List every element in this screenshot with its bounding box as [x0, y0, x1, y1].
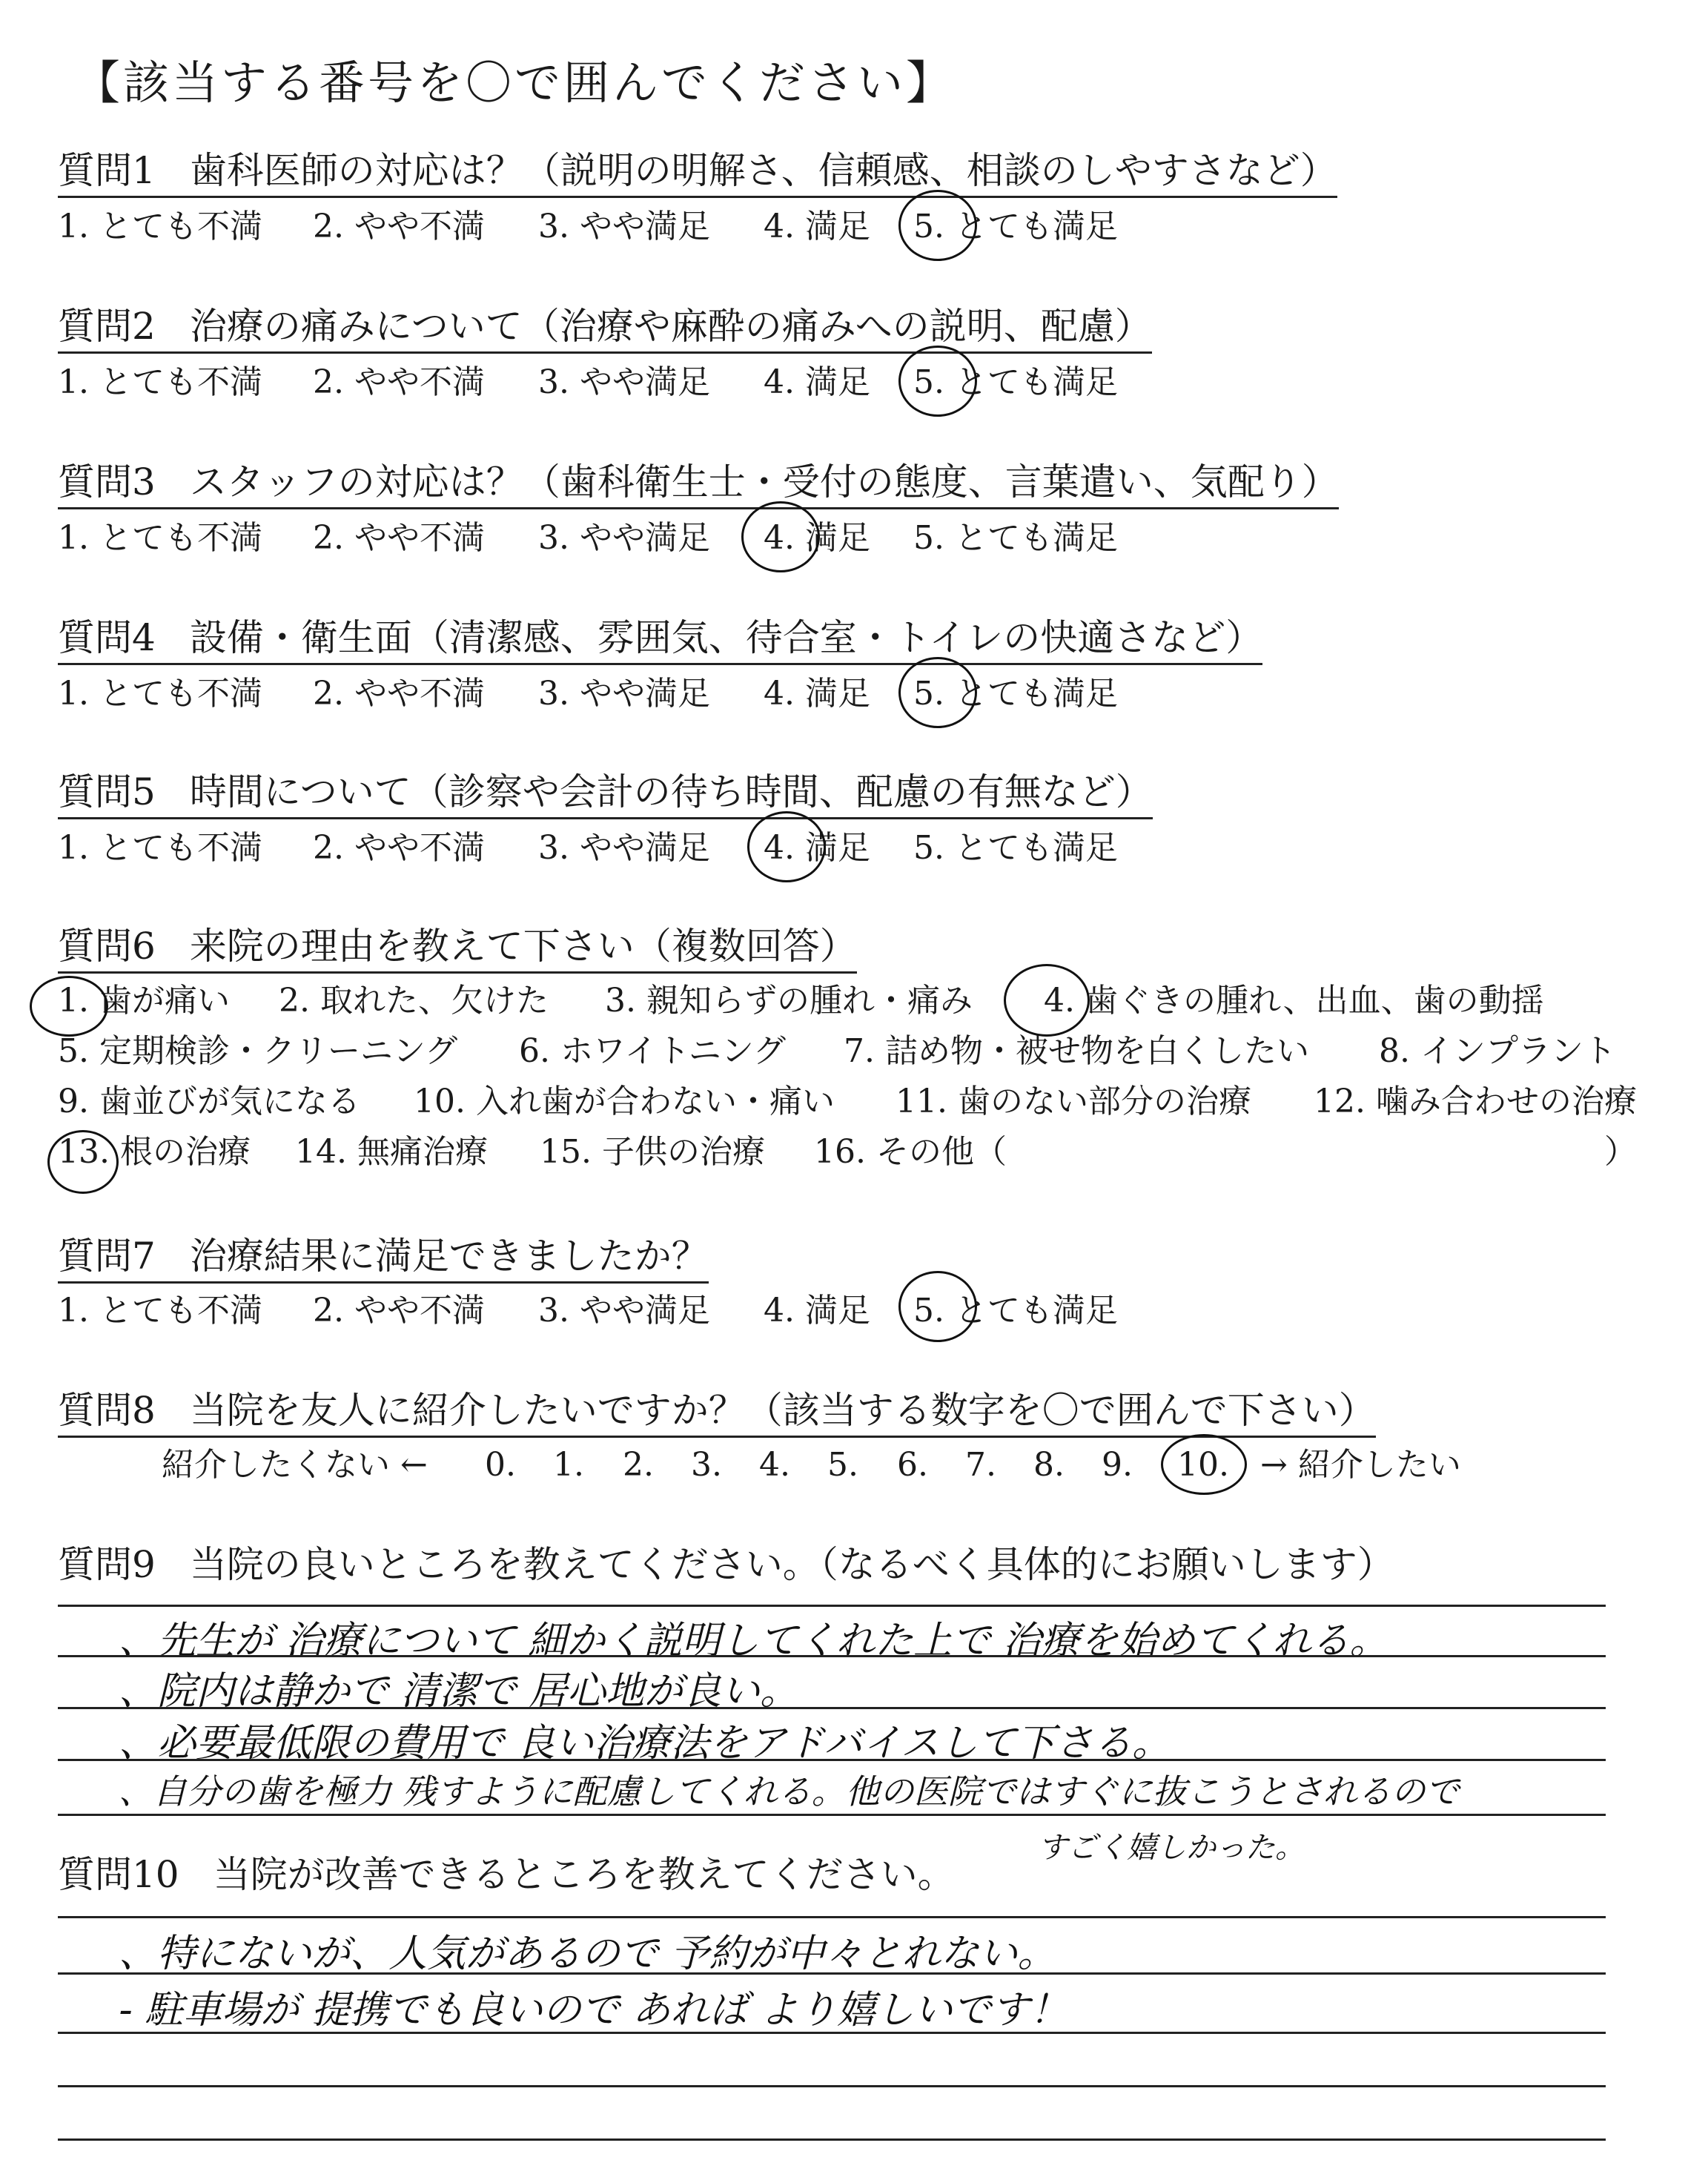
question-9-text: 当院の良いところを教えてください。（なるべく具体的にお願いします）	[189, 1543, 1394, 1586]
q2-option-5[interactable]: 5. とても満足	[913, 363, 1118, 401]
question-2-options	[58, 362, 1244, 406]
question-7-heading	[58, 1234, 709, 1284]
q5-option-3[interactable]: 3. やや満足	[538, 829, 710, 867]
q1-option-4[interactable]: 4. 満足	[764, 208, 870, 245]
answer-line	[58, 1655, 1606, 1657]
question-8-text: 当院を友人に紹介したいですか？（該当する数字を〇で囲んで下さい）	[189, 1389, 1376, 1432]
q9-answer-2: 、院内は静かで 清潔で 居心地が良い。	[119, 1669, 799, 1714]
answer-line	[58, 2085, 1606, 2087]
selection-circle-q1	[898, 190, 977, 261]
q4-option-3[interactable]: 3. やや満足	[538, 675, 710, 713]
q7-option-1[interactable]: 1. とても不満	[58, 1292, 262, 1330]
q3-option-5[interactable]: 5. とても満足	[913, 519, 1118, 557]
selection-circle-q4	[898, 657, 977, 728]
q6-option-10[interactable]: 10. 入れ歯が合わない・痛い	[414, 1083, 835, 1120]
question-1-number: 質問1	[58, 149, 156, 192]
question-6-options	[58, 980, 1674, 1195]
selection-circle-q5	[747, 811, 826, 882]
q8-score-4[interactable]: 4.	[759, 1446, 790, 1484]
q8-score-6[interactable]: 6.	[897, 1446, 928, 1484]
q6-option-9[interactable]: 9. 歯並びが気になる	[58, 1083, 360, 1120]
q8-score-9[interactable]: 9.	[1102, 1446, 1133, 1484]
q6-option-14[interactable]: 14. 無痛治療	[295, 1133, 488, 1171]
q4-option-5[interactable]: 5. とても満足	[913, 675, 1118, 713]
question-4-text: 設備・衛生面（清潔感、雰囲気、待合室・トイレの快適さなど）	[189, 616, 1263, 659]
q8-score-10[interactable]: 10.	[1177, 1446, 1229, 1484]
selection-circle-q6-13	[47, 1130, 119, 1194]
q6-option-8[interactable]: 8. インプラント	[1379, 1032, 1616, 1070]
q8-score-2[interactable]: 2.	[623, 1446, 654, 1484]
question-6-text: 来院の理由を教えて下さい（複数回答）	[189, 925, 857, 968]
question-1-heading	[58, 148, 1337, 198]
q8-score-1[interactable]: 1.	[553, 1446, 584, 1484]
q7-option-4[interactable]: 4. 満足	[764, 1292, 870, 1330]
selection-circle-q6-4	[1004, 964, 1090, 1037]
question-3-text: スタッフの対応は？（歯科衛生士・受付の態度、言葉遣い、気配り）	[189, 460, 1339, 503]
q6-option-3[interactable]: 3. 親知らずの腫れ・痛み	[605, 982, 973, 1020]
question-5-heading	[58, 770, 1153, 819]
q7-option-5[interactable]: 5. とても満足	[913, 1292, 1118, 1330]
question-8-number: 質問8	[58, 1389, 156, 1432]
question-2-text: 治療の痛みについて（治療や麻酔の痛みへの説明、配慮）	[189, 305, 1152, 348]
answer-line	[58, 1972, 1606, 1975]
q9-answer-1: 、先生が 治療について 細かく説明してくれた上で 治療を始めてくれる。	[119, 1619, 1388, 1663]
selection-circle-q3	[741, 501, 820, 572]
answer-line	[58, 1605, 1606, 1607]
question-4-heading	[58, 615, 1262, 665]
q3-option-3[interactable]: 3. やや満足	[538, 519, 710, 557]
q4-option-2[interactable]: 2. やや不満	[313, 675, 485, 713]
q3-option-4[interactable]: 4. 満足	[764, 519, 870, 557]
question-2-number: 質問2	[58, 305, 156, 348]
q6-option-11[interactable]: 11. 歯のない部分の治療	[896, 1083, 1251, 1120]
selection-circle-q2	[898, 346, 977, 417]
question-1-text: 歯科医師の対応は？（説明の明解さ、信頼感、相談のしやすさなど）	[189, 149, 1337, 192]
q1-option-5[interactable]: 5. とても満足	[913, 208, 1118, 245]
q2-option-4[interactable]: 4. 満足	[764, 363, 870, 401]
q4-option-4[interactable]: 4. 満足	[764, 675, 870, 713]
question-9-heading	[58, 1542, 1394, 1590]
selection-circle-q8	[1161, 1434, 1247, 1495]
question-5-options	[58, 828, 1244, 872]
selection-circle-q7	[898, 1271, 977, 1342]
question-3-options	[58, 518, 1244, 562]
q2-option-1[interactable]: 1. とても不満	[58, 363, 262, 401]
q8-score-0[interactable]: 0.	[485, 1446, 516, 1484]
question-5-text: 時間について（診察や会計の待ち時間、配慮の有無など）	[189, 770, 1153, 813]
q8-score-3[interactable]: 3.	[691, 1446, 722, 1484]
q7-option-3[interactable]: 3. やや満足	[538, 1292, 710, 1330]
q6-option-2[interactable]: 2. 取れた、欠けた	[279, 982, 549, 1020]
page-title: 【該当する番号を〇で囲んでください】	[74, 56, 956, 110]
answer-line	[58, 2138, 1606, 2141]
q5-option-4[interactable]: 4. 満足	[764, 829, 870, 867]
q8-left-label: 紹介したくない ←	[162, 1446, 428, 1484]
q6-option-5[interactable]: 5. 定期検診・クリーニング	[58, 1032, 458, 1070]
q5-option-2[interactable]: 2. やや不満	[313, 829, 485, 867]
answer-line	[58, 1759, 1606, 1761]
q5-option-5[interactable]: 5. とても満足	[913, 829, 1118, 867]
q3-option-2[interactable]: 2. やや不満	[313, 519, 485, 557]
question-1-options	[58, 206, 1244, 251]
answer-line	[58, 1916, 1606, 1918]
question-4-number: 質問4	[58, 616, 156, 659]
q8-score-7[interactable]: 7.	[965, 1446, 996, 1484]
q2-option-3[interactable]: 3. やや満足	[538, 363, 710, 401]
answer-line	[58, 2032, 1606, 2034]
answer-line	[58, 1707, 1606, 1709]
q6-option-1[interactable]: 1. 歯が痛い	[58, 982, 230, 1020]
q10-answer-2: - 駐車場が 提携でも良いので あれば より嬉しいです！	[119, 1988, 1068, 2032]
question-7-number: 質問7	[58, 1235, 156, 1278]
q6-other-close-paren: ）	[1604, 1133, 1637, 1171]
q6-option-15[interactable]: 15. 子供の治療	[540, 1133, 765, 1171]
question-10-number: 質問10	[58, 1853, 179, 1896]
q9-answer-3: 、必要最低限の費用で 良い治療法をアドバイスして下さる。	[119, 1721, 1171, 1766]
q8-score-8[interactable]: 8.	[1033, 1446, 1065, 1484]
q9-answer-continuation: すごく嬉しかった。	[1038, 1831, 1305, 1865]
q1-option-3[interactable]: 3. やや満足	[538, 208, 710, 245]
q5-option-1[interactable]: 1. とても不満	[58, 829, 262, 867]
q8-score-5[interactable]: 5.	[827, 1446, 858, 1484]
q1-option-1[interactable]: 1. とても不満	[58, 208, 262, 245]
selection-circle-q6-1	[30, 976, 108, 1037]
q6-option-7[interactable]: 7. 詰め物・被せ物を白くしたい	[844, 1032, 1309, 1070]
question-7-options	[58, 1290, 1244, 1335]
q6-option-4[interactable]: 4. 歯ぐきの腫れ、出血、歯の動揺	[1044, 982, 1544, 1020]
question-5-number: 質問5	[58, 770, 156, 813]
question-6-number: 質問6	[58, 925, 156, 968]
question-4-options	[58, 673, 1244, 718]
q6-option-12[interactable]: 12. 噛み合わせの治療	[1314, 1083, 1637, 1120]
q4-option-1[interactable]: 1. とても不満	[58, 675, 262, 713]
question-10-heading	[58, 1852, 955, 1900]
answer-line	[58, 1814, 1606, 1816]
question-10-text: 当院が改善できるところを教えてください。	[213, 1853, 955, 1896]
question-7-text: 治療結果に満足できましたか？	[189, 1235, 709, 1278]
question-8-scale	[58, 1444, 1540, 1489]
q6-option-13[interactable]: 13. 根の治療	[58, 1133, 251, 1171]
q1-option-2[interactable]: 2. やや不満	[313, 208, 485, 245]
q2-option-2[interactable]: 2. やや不満	[313, 363, 485, 401]
question-3-number: 質問3	[58, 460, 156, 503]
q6-option-6[interactable]: 6. ホワイトニング	[519, 1032, 787, 1070]
q10-answer-1: 、特にないが、人気があるので 予約が中々とれない。	[119, 1932, 1056, 1976]
q6-option-16[interactable]: 16. その他（	[814, 1133, 1007, 1171]
q9-answer-4: 、自分の歯を極力 残すように配慮してくれる。他の医院ではすぐに抜こうとされるので	[119, 1771, 1460, 1811]
q3-option-1[interactable]: 1. とても不満	[58, 519, 262, 557]
question-3-heading	[58, 460, 1339, 509]
q7-option-2[interactable]: 2. やや不満	[313, 1292, 485, 1330]
question-2-heading	[58, 304, 1152, 354]
question-9-number: 質問9	[58, 1543, 156, 1586]
question-8-heading	[58, 1388, 1376, 1438]
q8-right-label: → 紹介したい	[1260, 1446, 1461, 1484]
question-6-heading	[58, 924, 857, 974]
